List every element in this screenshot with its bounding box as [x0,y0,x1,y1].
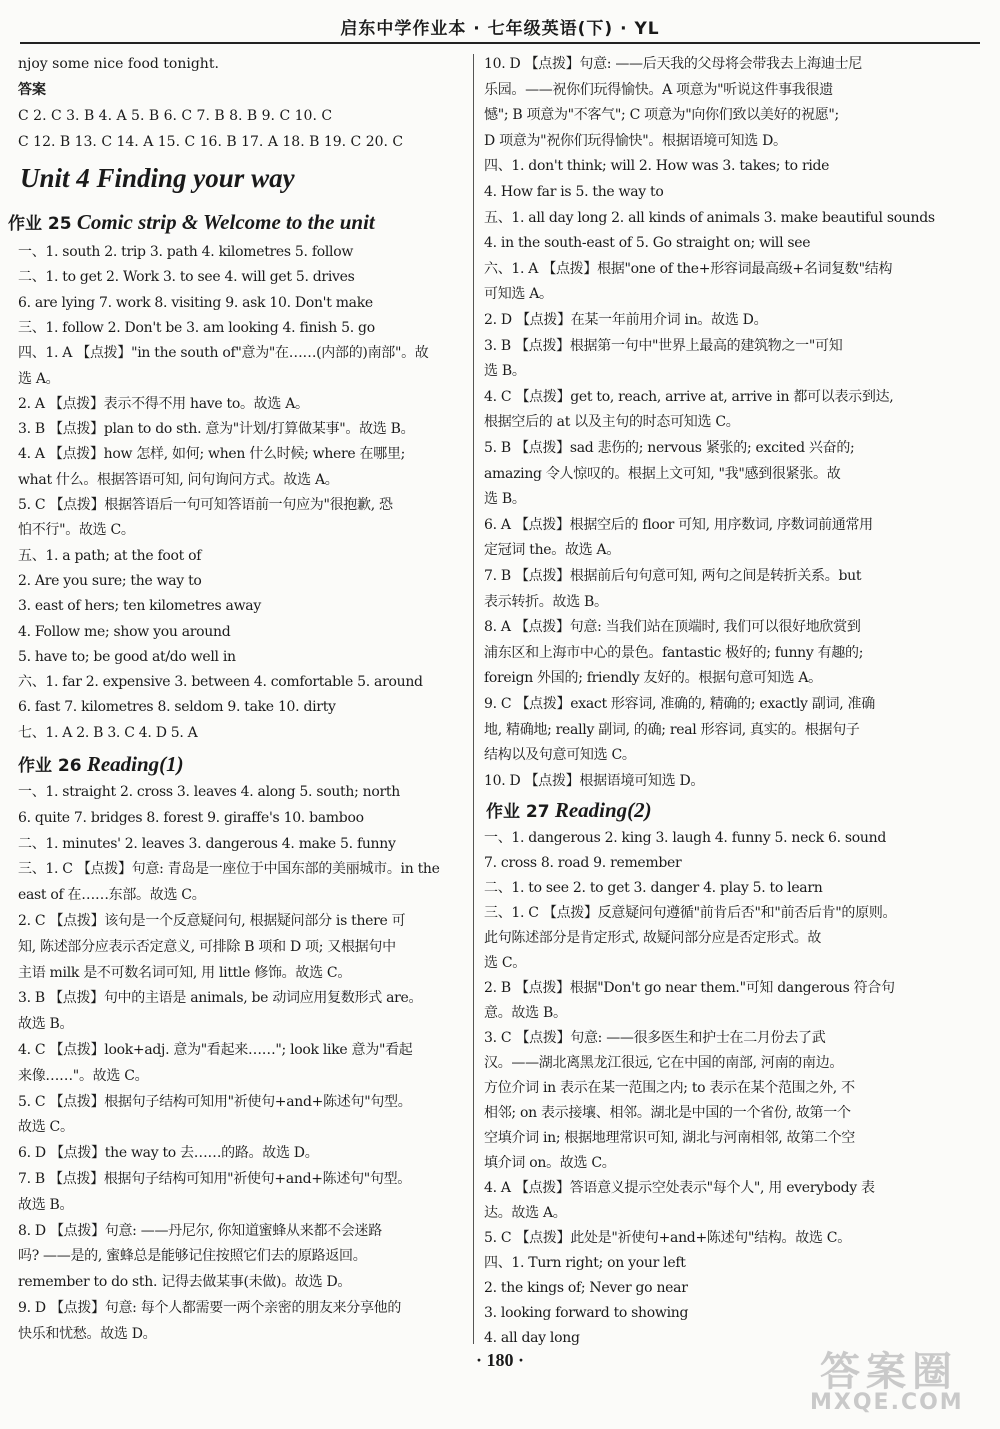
answer-line: 6. A 【点拨】根据空后的 floor 可知, 用序数词, 序数词前通常用 [484,516,873,533]
answer-line: 知, 陈述部分应表示否定意义, 可排除 B 项和 D 项; 又根据句中 [18,938,396,955]
homework-27-prefix: 作业 27 [486,802,550,822]
answer-line: 2. B 【点拨】根据"Don't go near them."可知 dangerous 符合句 [484,980,895,996]
answer-line: 4. Follow me; show you around [18,623,231,640]
answer-line: foreign 外国的; friendly 友好的。根据句意可知选 A。 [484,670,822,687]
answer-line: 憾"; B 项意为"不客气"; C 项意为"向你们致以美好的祝愿"; [484,107,839,124]
answer-line: 10. D 【点拨】句意: ——后天我的父母将会带我去上海迪士尼 [484,56,862,72]
answer-line: 2. D 【点拨】在某一年前用介词 in。故选 D。 [484,312,768,328]
answer-line: 7. B 【点拨】根据句子结构可知用"祈使句+and+陈述句"句型。 [18,1171,412,1187]
answer-line: 意。故选 B。 [484,1005,567,1021]
answer-line: 结构以及句意可知选 C。 [484,747,636,764]
homework-27-heading [486,796,652,826]
answer-line: 4. C 【点拨】look+adj. 意为"看起来……"; look like 意为"看起 [18,1042,413,1058]
answer-line: 6. are lying 7. work 8. visiting 9. ask 10. Don't make [18,294,373,311]
answer-line: 8. D 【点拨】句意: ——丹尼尔, 你知道蜜蜂从来都不会迷路 [18,1222,382,1239]
answer-line: 三、1. C 【点拨】反意疑问句遵循"前肯后否"和"前否后肯"的原则。 [484,905,897,921]
page-header [0,0,1000,44]
answer-line: east of 在……东部。故选 C。 [18,887,206,904]
homework-25-prefix: 作业 25 [8,214,72,234]
answer-line: 5. have to; be good at/do well in [18,648,236,665]
answer-line: 6. D 【点拨】the way to 去……的路。故选 D。 [18,1145,319,1162]
answer-line: 7. B 【点拨】根据前后句句意可知, 两句之间是转折关系。but [484,568,862,584]
answer-line: 根据空后的 at 以及主句的时态可知选 C。 [484,414,740,431]
answer-line: 4. A 【点拨】how 怎样, 如何; when 什么时候; where 在哪里; [18,446,406,463]
header-rule [20,42,980,44]
page-number: · 180 · [475,1350,524,1370]
answer-line: 四、1. Turn right; on your left [484,1255,686,1271]
answer-line: 2. the kings of; Never go near [484,1280,688,1296]
answer-line: 六、1. A 【点拨】根据"one of the+形容词最高级+名词复数"结构 [484,260,893,277]
answer-line: 选 C。 [484,955,526,971]
answer-line: 四、1. A 【点拨】"in the south of"意为"在……(内部的)南部"。故 [18,345,429,362]
answer-line: 选 B。 [484,363,526,380]
answer-line: 5. B 【点拨】sad 悲伤的; nervous 紧张的; excited 兴奋的; [484,440,855,456]
answer-line: 故选 C。 [18,1119,74,1136]
header-title: 启东中学作业本 · 七年级英语(下) · YL [340,19,660,39]
answer-line: 2. A 【点拨】表示不得不用 have to。故选 A。 [18,395,309,412]
answer-line: 浦东区和上海市中心的景色。fantastic 极好的; funny 有趣的; [484,644,864,661]
answer-line: 4. C 【点拨】get to, reach, arrive at, arrive in 都可以表示到达, [484,388,894,405]
homework-27-title: Reading(2) [554,798,652,822]
answer-line: 相邻; on 表示接壤、相邻。湖北是中国的一个省份, 故第一个 [484,1105,851,1121]
homework-26-title: Reading(1) [86,752,184,776]
homework-25-title: Comic strip & Welcome to the unit [76,210,375,234]
answer-line: 4. How far is 5. the way to [484,184,664,200]
answer-line: 可知选 A。 [484,286,553,303]
answer-line: 达。故选 A。 [484,1205,567,1221]
column-divider [473,54,474,1344]
answer-line: 方位介词 in 表示在某一范围之内; to 表示在某个范围之外, 不 [484,1080,855,1096]
right-column [480,54,942,1354]
answer-line: 4. in the south-east of 5. Go straight on; will see [484,235,811,252]
answer-line: 2. Are you sure; the way to [18,572,202,589]
answer-line: 填介词 on。故选 C。 [484,1155,616,1171]
answer-line: 3. east of hers; ten kilometres away [18,598,261,615]
answer-line: 5. C 【点拨】根据句子结构可知用"祈使句+and+陈述句"句型。 [18,1093,412,1110]
answer-line: 3. B 【点拨】plan to do sth. 意为"计划/打算做某事"。故选 B。 [18,421,415,438]
answer-line: 3. B 【点拨】根据第一句中"世界上最高的建筑物之一"可知 [484,337,843,354]
answer-line: 三、1. follow 2. Don't be 3. am looking 4. finish 5. go [18,319,375,336]
answer-line: remember to do sth. 记得去做某事(未做)。故选 D。 [18,1274,352,1291]
answer-line: 一、1. dangerous 2. king 3. laugh 4. funny 5. neck 6. sound [484,830,887,846]
answer-line: 二、1. minutes' 2. leaves 3. dangerous 4. make 5. funny [18,835,396,852]
answer-line: 10. D 【点拨】根据语境可知选 D。 [484,772,705,789]
answer-line: 三、1. C 【点拨】句意: 青岛是一座位于中国东部的美丽城市。in the [18,861,440,878]
answer-line: 5. C 【点拨】根据答语后一句可知答语前一句应为"很抱歉, 恐 [18,497,393,513]
answer-line: 一、1. straight 2. cross 3. leaves 4. along 5. south; north [18,784,400,800]
pre-line: 答案 [18,82,46,98]
answer-line: 一、1. south 2. trip 3. path 4. kilometres 5. follow [18,244,354,260]
answer-line: 2. C 【点拨】该句是一个反意疑问句, 根据疑问部分 is there 可 [18,913,406,929]
answer-line: 五、1. a path; at the foot of [18,547,202,564]
homework-25-heading [8,208,375,238]
answer-line: 5. C 【点拨】此处是"祈使句+and+陈述句"结构。故选 C。 [484,1230,851,1246]
answer-line: 吗? ——是的, 蜜蜂总是能够记住按照它们去的原路返回。 [18,1248,367,1265]
pre-line: C 2. C 3. B 4. A 5. B 6. C 7. B 8. B 9. C 10. C [18,108,333,124]
answer-line: 地, 精确地; really 副词, 的确; real 形容词, 真实的。根据句子 [484,721,860,738]
answer-line: 五、1. all day long 2. all kinds of animals 3. make beautiful sounds [484,209,935,226]
answer-line: 选 B。 [484,491,526,508]
answer-line: what 什么。根据答语可知, 问句询问方式。故选 A。 [18,471,339,488]
answer-line: 此句陈述部分是肯定形式, 故疑问部分应是否定形式。故 [484,930,822,946]
answer-line: 4. all day long [484,1330,580,1346]
homework-26-prefix: 作业 26 [18,756,82,776]
answer-line: 怕不行"。故选 C。 [18,522,135,539]
answer-line: 定冠词 the。故选 A。 [484,542,621,559]
answer-line: 主语 milk 是不可数名词可知, 用 little 修饰。故选 C。 [18,964,352,981]
answer-line: 3. C 【点拨】句意: ——很多医生和护士在二月份去了武 [484,1030,826,1046]
answer-line: 七、1. A 2. B 3. C 4. D 5. A [18,724,198,741]
pre-line: C 12. B 13. C 14. A 15. C 16. B 17. A 18. B 19. C 20. C [18,134,404,150]
pre-line: njoy some nice food tonight. [18,56,219,72]
answer-line: 4. A 【点拨】答语意义提示空处表示"每个人", 用 everybody 表 [484,1180,875,1196]
answer-line: 表示转折。故选 B。 [484,593,608,610]
answer-line: 二、1. to get 2. Work 3. to see 4. will get 5. drives [18,269,355,286]
answer-line: 9. D 【点拨】句意: 每个人都需要一两个亲密的朋友来分享他的 [18,1300,402,1316]
answer-line: 空填介词 in; 根据地理常识可知, 湖北与河南相邻, 故第二个空 [484,1130,856,1146]
answer-line: 3. B 【点拨】句中的主语是 animals, be 动词应用复数形式 are。 [18,990,423,1007]
answer-line: D 项意为"祝你们玩得愉快"。根据语境可知选 D。 [484,132,787,149]
watermark-text-small: MXQE.COM [810,1390,964,1415]
answer-line: 6. fast 7. kilometres 8. seldom 9. take 10. dirty [18,699,336,716]
answer-line: 故选 B。 [18,1016,74,1033]
answer-line: 故选 B。 [18,1196,74,1213]
homework-26-heading [18,750,184,780]
answer-line: 乐园。——祝你们玩得愉快。A 项意为"听说这件事我很遗 [484,81,833,98]
watermark [800,1340,990,1420]
watermark-text-big: 答案圈 [820,1349,958,1395]
answer-line: amazing 令人惊叹的。根据上文可知, "我"感到很紧张。故 [484,465,841,482]
answer-line: 汉。——湖北离黑龙江很远, 它在中国的南部, 河南的南边。 [484,1055,844,1071]
answer-line: 8. A 【点拨】句意: 当我们站在顶端时, 我们可以很好地欣赏到 [484,619,861,636]
left-column [0,54,462,1354]
answer-line: 六、1. far 2. expensive 3. between 4. comfortable 5. around [18,674,423,691]
answer-line: 快乐和忧愁。故选 D。 [18,1325,157,1342]
answer-line: 选 A。 [18,370,60,387]
answer-line: 6. quite 7. bridges 8. forest 9. giraffe's 10. bamboo [18,809,364,826]
answer-line: 四、1. don't think; will 2. How was 3. takes; to ride [484,158,830,175]
answer-line: 来像……"。故选 C。 [18,1067,149,1084]
answer-line: 9. C 【点拨】exact 形容词, 准确的, 精确的; exactly 副词, 准确 [484,696,875,712]
answer-line: 二、1. to see 2. to get 3. danger 4. play 5. to learn [484,880,823,896]
answer-line: 7. cross 8. road 9. remember [484,855,682,871]
answer-line: 3. looking forward to showing [484,1305,689,1321]
unit-title: Unit 4 Finding your way [20,163,295,193]
